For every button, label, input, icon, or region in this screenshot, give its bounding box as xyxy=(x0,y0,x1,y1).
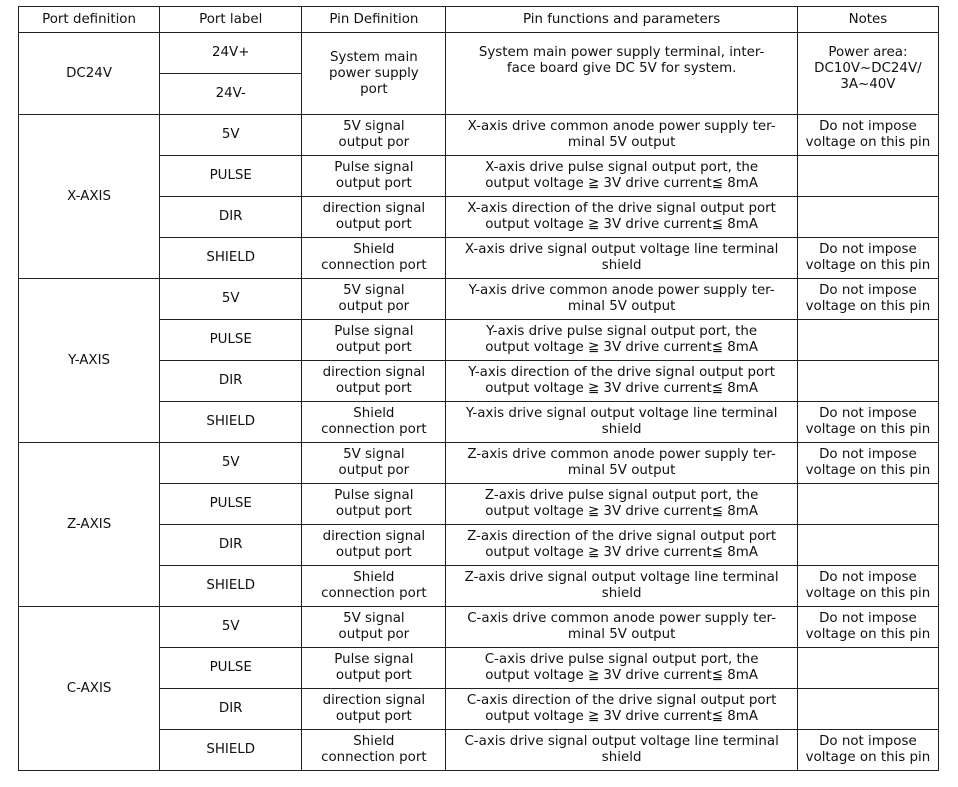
pin-pulse: Pulse signal output port xyxy=(302,484,446,525)
note-c-shield: Do not impose voltage on this pin xyxy=(797,730,938,771)
func-y-pulse: Y-axis drive pulse signal output port, the output voltage ≧ 3V drive current≦ 8mA xyxy=(446,320,797,361)
label-shield: SHIELD xyxy=(160,566,302,607)
func-x-dir: X-axis direction of the drive signal output port output voltage ≧ 3V drive current≦ 8mA xyxy=(446,197,797,238)
note-z-5v: Do not impose voltage on this pin xyxy=(797,443,938,484)
label-pulse: PULSE xyxy=(160,648,302,689)
table-header xyxy=(19,7,939,33)
func-dc: System main power supply terminal, inter- face board give DC 5V for system. xyxy=(446,33,797,115)
header-port-label: Port label xyxy=(160,7,302,33)
pin-shield: Shield connection port xyxy=(302,402,446,443)
func-y-5v: Y-axis drive common anode power supply ter- minal 5V output xyxy=(446,279,797,320)
port-dc24v: DC24V xyxy=(19,33,160,115)
note-z-pulse xyxy=(797,484,938,525)
notes-dc: Power area: DC10V~DC24V/ 3A~40V xyxy=(797,33,938,115)
pin-dir: direction signal output port xyxy=(302,525,446,566)
pin-pulse: Pulse signal output port xyxy=(302,320,446,361)
label-shield: SHIELD xyxy=(160,730,302,771)
port-x-axis: X-AXIS xyxy=(19,115,160,279)
func-c-pulse: C-axis drive pulse signal output port, the output voltage ≧ 3V drive current≦ 8mA xyxy=(446,648,797,689)
table-row xyxy=(19,443,939,484)
note-z-shield: Do not impose voltage on this pin xyxy=(797,566,938,607)
func-y-shield: Y-axis drive signal output voltage line terminal shield xyxy=(446,402,797,443)
note-y-shield: Do not impose voltage on this pin xyxy=(797,402,938,443)
label-24v-plus: 24V+ xyxy=(160,33,302,74)
port-c-axis: C-AXIS xyxy=(19,607,160,771)
port-y-axis: Y-AXIS xyxy=(19,279,160,443)
header-port-definition: Port definition xyxy=(19,7,160,33)
pin-pulse: Pulse signal output port xyxy=(302,648,446,689)
label-pulse: PULSE xyxy=(160,156,302,197)
func-x-shield: X-axis drive signal output voltage line terminal shield xyxy=(446,238,797,279)
label-pulse: PULSE xyxy=(160,320,302,361)
note-x-5v: Do not impose voltage on this pin xyxy=(797,115,938,156)
func-y-dir: Y-axis direction of the drive signal output port output voltage ≧ 3V drive current≦ 8mA xyxy=(446,361,797,402)
note-y-dir xyxy=(797,361,938,402)
pin-dir: direction signal output port xyxy=(302,197,446,238)
pin-5v: 5V signal output por xyxy=(302,115,446,156)
header-pin-functions: Pin functions and parameters xyxy=(446,7,797,33)
func-z-dir: Z-axis direction of the drive signal output port output voltage ≧ 3V drive current≦ 8mA xyxy=(446,525,797,566)
note-y-pulse xyxy=(797,320,938,361)
pin-pulse: Pulse signal output port xyxy=(302,156,446,197)
func-c-5v: C-axis drive common anode power supply ter- minal 5V output xyxy=(446,607,797,648)
label-dir: DIR xyxy=(160,689,302,730)
label-dir: DIR xyxy=(160,361,302,402)
func-x-5v: X-axis drive common anode power supply ter- minal 5V output xyxy=(446,115,797,156)
label-5v: 5V xyxy=(160,607,302,648)
table-row xyxy=(19,115,939,156)
pin-shield: Shield connection port xyxy=(302,238,446,279)
pin-dc: System main power supply port xyxy=(302,33,446,115)
header-pin-definition: Pin Definition xyxy=(302,7,446,33)
pin-5v: 5V signal output por xyxy=(302,279,446,320)
func-z-5v: Z-axis drive common anode power supply ter- minal 5V output xyxy=(446,443,797,484)
note-c-5v: Do not impose voltage on this pin xyxy=(797,607,938,648)
note-x-pulse xyxy=(797,156,938,197)
note-z-dir xyxy=(797,525,938,566)
func-c-shield: C-axis drive signal output voltage line terminal shield xyxy=(446,730,797,771)
label-dir: DIR xyxy=(160,525,302,566)
label-shield: SHIELD xyxy=(160,238,302,279)
label-dir: DIR xyxy=(160,197,302,238)
pin-shield: Shield connection port xyxy=(302,730,446,771)
header-notes: Notes xyxy=(797,7,938,33)
note-x-dir xyxy=(797,197,938,238)
table-row xyxy=(19,607,939,648)
note-c-dir xyxy=(797,689,938,730)
port-z-axis: Z-AXIS xyxy=(19,443,160,607)
note-y-5v: Do not impose voltage on this pin xyxy=(797,279,938,320)
pin-shield: Shield connection port xyxy=(302,566,446,607)
pin-dir: direction signal output port xyxy=(302,361,446,402)
label-5v: 5V xyxy=(160,115,302,156)
label-5v: 5V xyxy=(160,443,302,484)
pin-definition-table xyxy=(18,6,939,771)
pin-5v: 5V signal output por xyxy=(302,443,446,484)
func-x-pulse: X-axis drive pulse signal output port, the output voltage ≧ 3V drive current≦ 8mA xyxy=(446,156,797,197)
pin-5v: 5V signal output por xyxy=(302,607,446,648)
pin-dir: direction signal output port xyxy=(302,689,446,730)
label-5v: 5V xyxy=(160,279,302,320)
label-pulse: PULSE xyxy=(160,484,302,525)
func-z-pulse: Z-axis drive pulse signal output port, the output voltage ≧ 3V drive current≦ 8mA xyxy=(446,484,797,525)
func-z-shield: Z-axis drive signal output voltage line terminal shield xyxy=(446,566,797,607)
note-c-pulse xyxy=(797,648,938,689)
table-row xyxy=(19,279,939,320)
label-24v-minus: 24V- xyxy=(160,74,302,115)
table-row xyxy=(19,33,939,74)
note-x-shield: Do not impose voltage on this pin xyxy=(797,238,938,279)
func-c-dir: C-axis direction of the drive signal output port output voltage ≧ 3V drive current≦ 8mA xyxy=(446,689,797,730)
label-shield: SHIELD xyxy=(160,402,302,443)
